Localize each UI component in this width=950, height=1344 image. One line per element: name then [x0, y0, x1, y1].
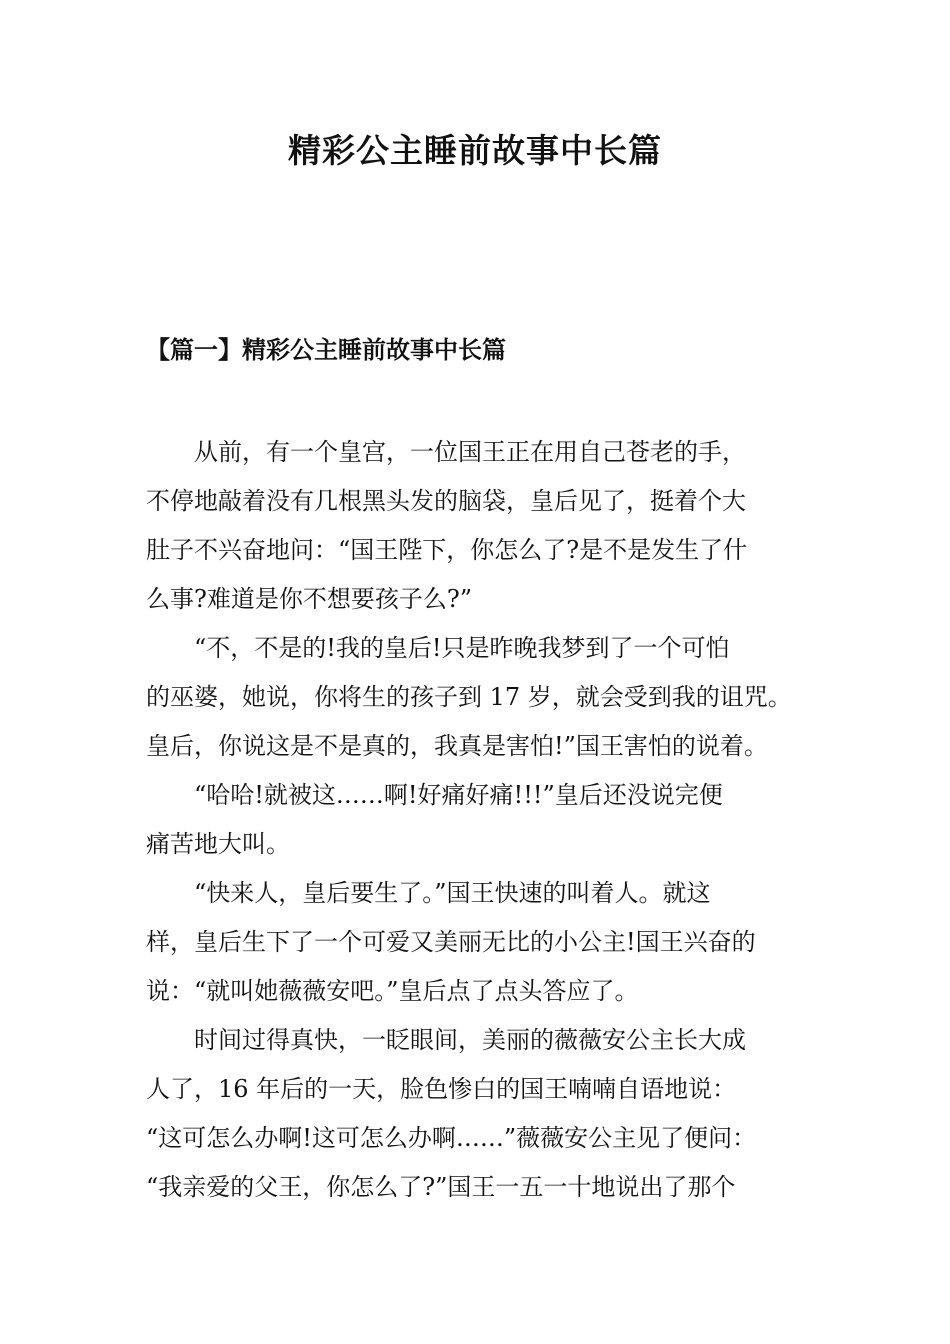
text-line: 么事?难道是你不想要孩子么?”: [146, 585, 473, 613]
text-line: 从前，有一个皇宫，一位国王正在用自己苍老的手，: [194, 438, 746, 466]
text-line: 肚子不兴奋地问：“国王陛下，你怎么了?是不是发生了什: [146, 536, 748, 564]
text-line: 皇后，你说这是不是真的，我真是害怕!”国王害怕的说着。: [146, 732, 768, 760]
text-line: 的巫婆，她说，你将生的孩子到 17 岁，就会受到我的诅咒。: [146, 683, 792, 711]
text-line: 不停地敲着没有几根黑头发的脑袋，皇后见了，挺着个大: [146, 487, 746, 515]
text-line: “我亲爱的父王，你怎么了?”国王一五一十地说出了那个: [146, 1173, 736, 1201]
text-line: 痛苦地大叫。: [146, 830, 290, 858]
text-line: 样，皇后生下了一个可爱又美丽无比的小公主!国王兴奋的: [146, 928, 756, 956]
text-line: “哈哈!就被这……啊!好痛好痛!!!”皇后还没说完便: [194, 781, 723, 809]
document-title: 精彩公主睡前故事中长篇: [288, 131, 662, 170]
text-line: “快来人，皇后要生了。”国王快速的叫着人。就这: [194, 879, 711, 907]
text-line: “不，不是的!我的皇后!只是昨晚我梦到了一个可怕: [194, 634, 730, 662]
text-line: “这可怎么办啊!这可怎么办啊……”薇薇安公主见了便问：: [146, 1124, 757, 1152]
text-line: 时间过得真快，一眨眼间，美丽的薇薇安公主长大成: [194, 1026, 746, 1054]
text-line: 说：“就叫她薇薇安吧。”皇后点了点头答应了。: [146, 977, 639, 1005]
story-body: [146, 428, 826, 1212]
section-heading: 【篇一】精彩公主睡前故事中长篇: [146, 335, 506, 364]
text-line: 人了，16 年后的一天，脸色惨白的国王喃喃自语地说：: [146, 1075, 737, 1103]
